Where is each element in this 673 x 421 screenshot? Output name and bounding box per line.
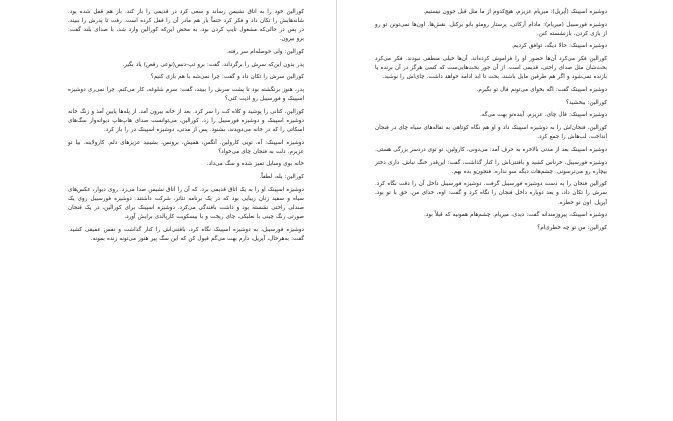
paragraph: پدر، هنوز برنگشته بود تا پشت سرش را ببیند، گفت: سرم شلوغه، کار می‌کنم. چرا نمی‌ری دوشیزه اسپینک و فورسیبل رو اذیت کنی؟ (68, 87, 304, 103)
paragraph: کورالین، فنجان‌اش را به دوشیزه اسپینک داد و او هم نگاه کوتاهی به تفاله‌های سیاه چای در فنجان انداخت. لب‌هاش را جمع کرد. (375, 125, 607, 141)
paragraph: دوشیزه اسپینک: حالا دیگه، توافق کردیم. (511, 43, 607, 50)
paragraph: دوشیزه فورسیبل، به دوشیزه اسپینک نگاه کرد، بافتنی‌اش را کنار گذاشت و نفس عمیقی کشید. گفت: به‌هرحال، آپریل، دارم بهت می‌گم قبول کن که این سگ پیر هنوز می‌تونه زنده بمونه. (68, 226, 304, 242)
left-page-text-column (68, 8, 304, 248)
paragraph: دوشیزه فورسیبل، خرناس کشید و بافتنی‌اش را کنار گذاشت، گفت: این‌قدر خنگ نباش. داری دختر بیچاره رو می‌ترسونی. چشم‌هات دیگه سو نداره. فنجون‌و بده بهم. (375, 159, 607, 175)
right-page-text-column (375, 8, 607, 237)
paragraph: دوشیزه اسپینک گفت: اگه بخوای می‌تونم فال تو بگیرم. (476, 87, 607, 94)
paragraph: کورالین: ببخشید؟ (566, 99, 607, 106)
paragraph: دوشیزه اسپینک بعد از مدتی بالاخره به حرف آمد: می‌دونی، کارولین، تو توی دردسر بزرگی هستی. (375, 146, 607, 153)
paragraph: کورالین سرش را تکان داد و گفت: چرا نمی‌شه با هم بازی کنیم؟ (150, 74, 304, 81)
paragraph: کورالین: من تو چه خطری‌ام؟ (537, 224, 607, 231)
paragraph: دوشیزه اسپینک: آه، تویی کارولین. آنگس، همیش، برونس، بشینید عزیزهای دلم. کارولاینه. بیا تو عزیزم. دلت به فنجان چای می‌خواد؟ (68, 139, 304, 155)
paragraph: کورالین فکر می‌کرد آن‌ها حضور او را فراموش کرده‌اند. آن‌ها خیلی منطقی نبودند. فکر می‌کرد بحث‌شان مثل صدای راحتی، قدیمی است. از آن جور بحث‌هایی‌ست که کسی هرگز در آن برنده یا بازنده نمی‌شود و اگر هم طرفین مایل باشند، بحث تا ابد ادامه خواهد داشت. چای‌اش را نوشید. (375, 56, 607, 81)
paragraph: خانه بوی وسایل تمیز شده و سگ می‌داد. (206, 161, 304, 168)
paragraph: کورالین خود را به اتاق نشیمن رساند و سعی کرد در قدیمی را باز کند. باز هم قفل شده بود. شانه‌هایش را تکان داد و فکر کرد حتماً بار هم مادر آن را قفل کرده است. رفت تا پدرش را ببیند. در پس در حالی‌که مشغول تایپ کردن بود، به محض این‌که کورالین وارد شد، با صدای بلند گفت: برو بیرون. (68, 9, 304, 43)
paragraph: دوشیزه فورسیبل (میریام): مادام آرکاتی، پرستار رومئو بانو برکنل. نقش‌ها. اون‌ها نمی‌تونن تو رو از بازی کردن، بازنشسته کنن. (375, 21, 607, 37)
paragraph: دوشیزه اسپینک او را به یک اتاق قدیمی برد. که آن را اتاق نشیمن صدا می‌زد. روی دیوار، عکس‌های سیاه و سفید زنان زیبایی بود که در یک برنامه تئاتر، شرکت داشتند. دوشیزه فورسیبل روی یک صندلی راحتی نشسته بود و داشت بافندگی می‌کرد. دوشیزه اسپینک برای کورالین، در یک فنجان صورتی رنگ چینی با نعلبکی، چای ریخت و با بیسکویت کارپالدی برایش آورد. (68, 186, 304, 221)
paragraph: دوشیزه اسپینک، پیروزمندانه گفت: دیدی، میریام. چشم‌هام همونیه که قبلاً بود. (424, 212, 607, 219)
paragraph: کورالین: بله، لطفاً. (259, 174, 304, 181)
left-page (0, 0, 336, 421)
paragraph: دوشیزه اسپینک (آپریل): میریام عزیزم، هیچ‌کدوم از ما مثل قبل جوون نیستیم. (423, 9, 607, 15)
paragraph: کورالین فنجان را به دست دوشیزه فورسیبل گرفت. دوشیزه فورسیبل داخل آن را دقت نگاه کرد. سرش را تکان داد، و بعد دوباره داخل فنجان را نگاه کرد و گفت: اوه، خدای من. حق با تو بود، آپریل. اون تو خطره. (375, 181, 607, 206)
paragraph: پدر بدون این‌که سرش را برگرداند، گفت: برو تپ-دنس(نوعی رقص) یاد بگیر. (122, 61, 304, 68)
paragraph: کورالین، کتانی را پوشید و کلاه کت را سر کرد. بعد از خانه بیرون آمد. از پله‌ها پایین آمد و زنگ خانه دوشیزه اسپینک و دوشیزه فورسیبل را زد. کورالین، می‌توانست صدای هاپ‌هاپ دیوانه‌وار سگ‌های اسکاتی را که در خانه می‌دویدند، بشنود. پس از مدتی، دوشیزه اسپینک در را باز کرد. (68, 108, 304, 133)
paragraph: دوشیزه اسپینک: فال چای، عزیزم. آینده‌تو بهت می‌گه. (480, 112, 607, 119)
paragraph: کورالین: ولی حوصله‌ام سر رفته. (226, 48, 304, 55)
right-page (337, 0, 673, 421)
